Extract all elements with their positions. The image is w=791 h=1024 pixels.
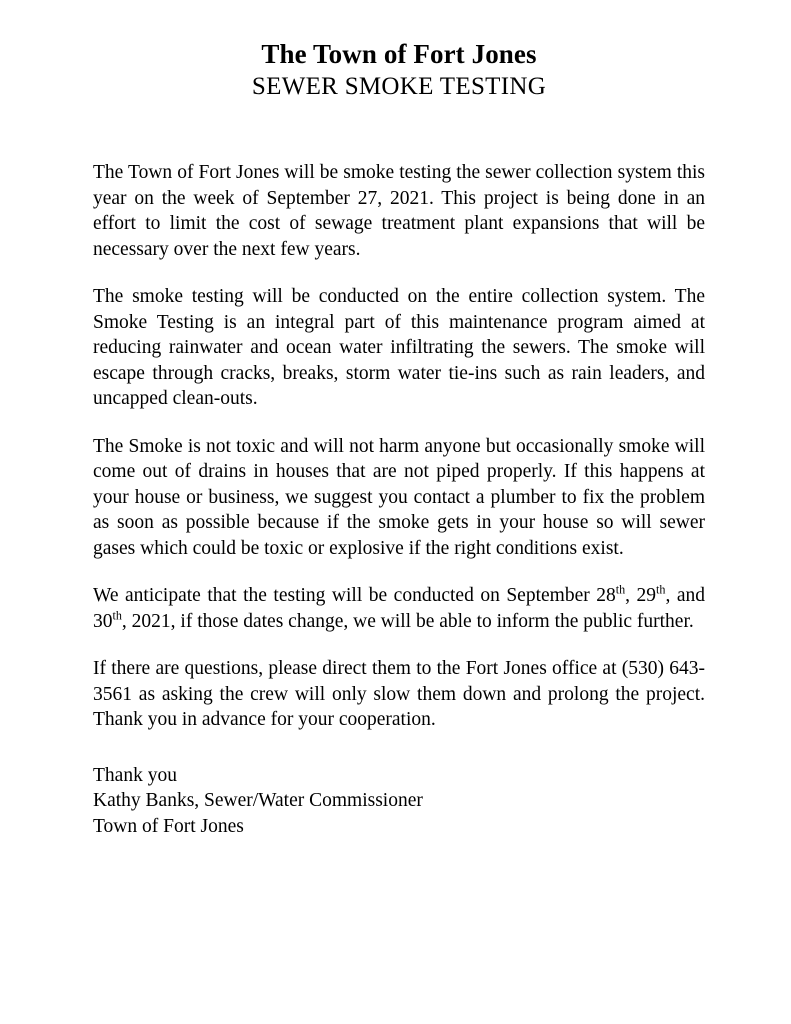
schedule-text-mid1: , 29: [625, 585, 657, 606]
signature-block: [93, 763, 705, 840]
page-title: The Town of Fort Jones: [261, 39, 537, 69]
schedule-text-mid2: , and 30: [93, 585, 705, 632]
ordinal-suffix-28th: th: [615, 582, 626, 597]
paragraph-safety: The Smoke is not toxic and will not harm anyone but occasionally smoke will come out of drains in houses that are not piped properly. If this happens at your house or business, we suggest you contact a plumber to fix the problem as soon as possible because if the smoke gets in your house so will sewer gases which could be toxic or explosive if the right conditions exist.: [93, 435, 705, 559]
page-subtitle: SEWER SMOKE TESTING: [251, 73, 547, 100]
signature-organization: Town of Fort Jones: [93, 815, 244, 837]
document-content: [93, 38, 705, 839]
document-heading: [93, 38, 705, 102]
schedule-text-suffix: , 2021, if those dates change, we will be able to inform the public further.: [121, 610, 694, 632]
paragraph-contact: If there are questions, please direct them to the Fort Jones office at (530) 643-3561 as asking the crew will only slow them down and prolong the project. Thank you in advance for your cooperation.: [93, 658, 705, 730]
paragraph-schedule: [93, 583, 705, 634]
signature-closing: Thank you: [93, 764, 177, 786]
body-text: [93, 160, 705, 733]
paragraph-scope: The smoke testing will be conducted on the entire collection system. The Smoke Testing is an integral part of this maintenance program aimed at reducing rainwater and ocean water infiltrating the sewers. The smoke will escape through cracks, breaks, storm water tie-ins such as rain leaders, and uncapped clean-outs.: [93, 286, 705, 409]
schedule-text-prefix: We anticipate that the testing will be conducted on September 28: [93, 585, 616, 606]
ordinal-suffix-29th: th: [656, 582, 666, 597]
ordinal-suffix-30th: th: [112, 608, 122, 622]
paragraph-intro: The Town of Fort Jones will be smoke testing the sewer collection system this year on the week of September 27, 2021. This project is being done in an effort to limit the cost of sewage treatment plant expansions that will be necessary over the next few years.: [93, 162, 705, 260]
signature-name-title: Kathy Banks, Sewer/Water Commissioner: [93, 790, 423, 811]
